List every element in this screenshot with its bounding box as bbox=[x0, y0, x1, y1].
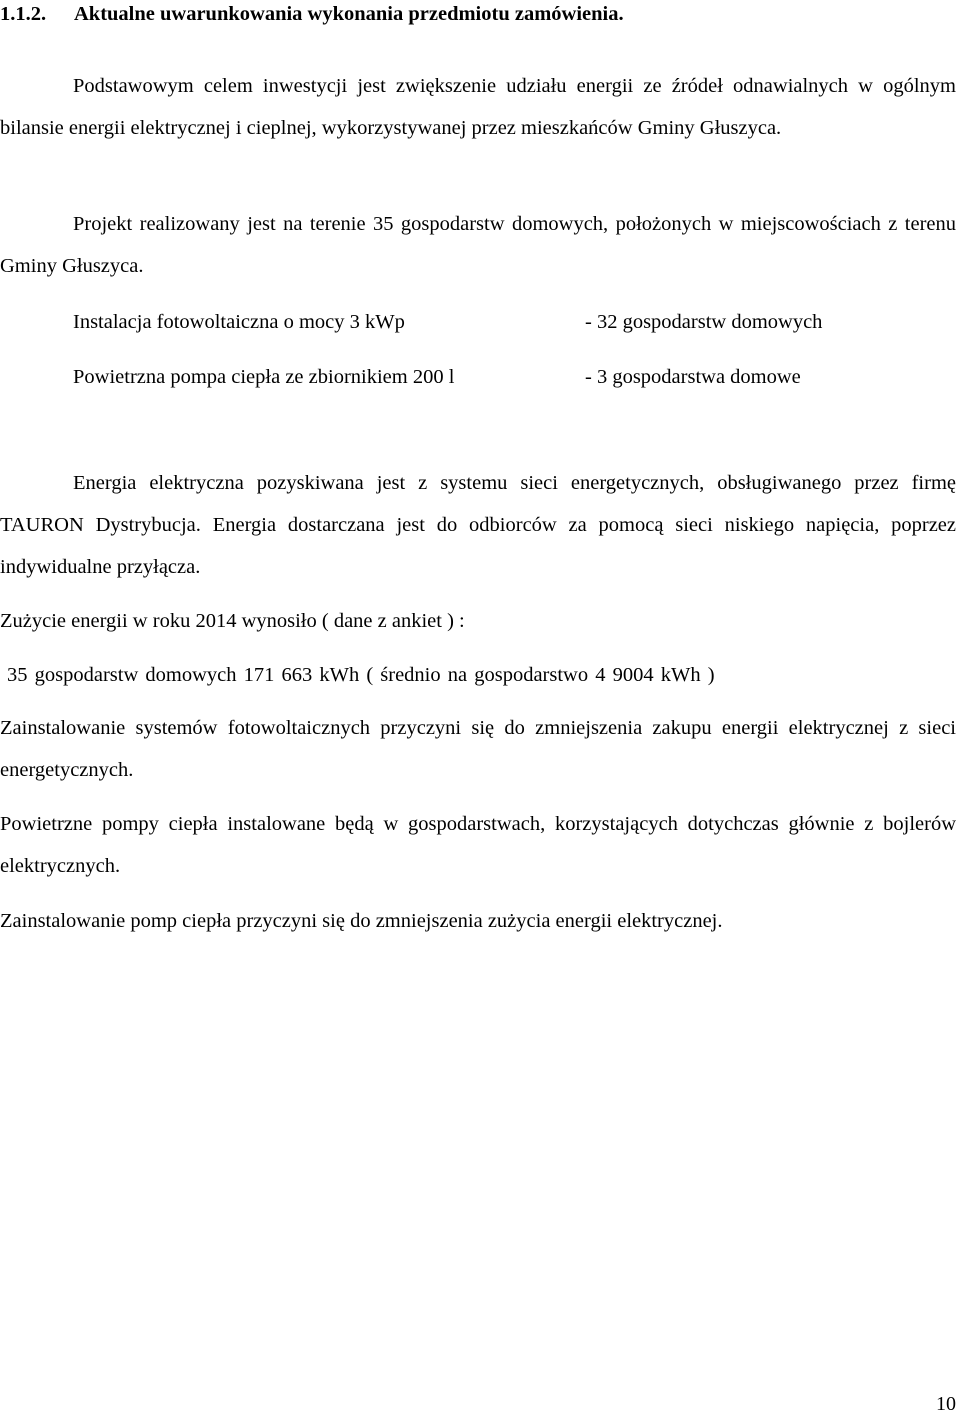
installation-type: Powietrzna pompa ciepła ze zbiornikiem 200 l bbox=[73, 366, 455, 388]
paragraph-energy-consumption: Zużycie energii w roku 2014 wynosiło ( dane z ankiet ) : bbox=[0, 610, 465, 632]
paragraph-heat-pumps: Powietrzne pompy ciepła instalowane będą w gospodarstwach, korzystających dotychczas głównie z bojlerów elektrycznych. bbox=[0, 813, 956, 877]
page-number: 10 bbox=[936, 1393, 956, 1415]
paragraph-heat-pump-effect: Zainstalowanie pomp ciepła przyczyni się do zmniejszenia zużycia energii elektrycznej. bbox=[0, 910, 723, 932]
paragraph-project-scope: Projekt realizowany jest na terenie 35 gospodarstw domowych, położonych w miejscowościach z terenu Gminy Głuszyca. bbox=[0, 213, 956, 277]
installation-count: - 32 gospodarstw domowych bbox=[585, 311, 823, 333]
section-heading bbox=[0, 1, 624, 27]
installation-count: - 3 gospodarstwa domowe bbox=[585, 366, 801, 388]
paragraph-energy-supply: Energia elektryczna pozyskiwana jest z systemu sieci energetycznych, obsługiwanego przez firmę TAURON Dystrybucja. Energia dostarczana jest do odbiorców za pomocą sieci niskiego napięcia, poprzez indywidualne przyłącza. bbox=[0, 472, 956, 578]
section-title: Aktualne uwarunkowania wykonania przedmiotu zamówienia. bbox=[74, 3, 624, 25]
paragraph-pv-effect: Zainstalowanie systemów fotowoltaicznych przyczyni się do zmniejszenia zakupu energii elektrycznej z sieci energetycznych. bbox=[0, 717, 956, 781]
section-number: 1.1.2. bbox=[0, 3, 47, 25]
installation-type: Instalacja fotowoltaiczna o mocy 3 kWp bbox=[73, 311, 405, 333]
paragraph-investment-goal: Podstawowym celem inwestycji jest zwiększenie udziału energii ze źródeł odnawialnych w ogólnym bilansie energii elektrycznej i cieplnej, wykorzystywanej przez mieszkańców Gminy Głuszyca. bbox=[0, 75, 956, 139]
paragraph-consumption-figures: 35 gospodarstw domowych 171 663 kWh ( średnio na gospodarstwo 4 9004 kWh ) bbox=[7, 664, 715, 686]
